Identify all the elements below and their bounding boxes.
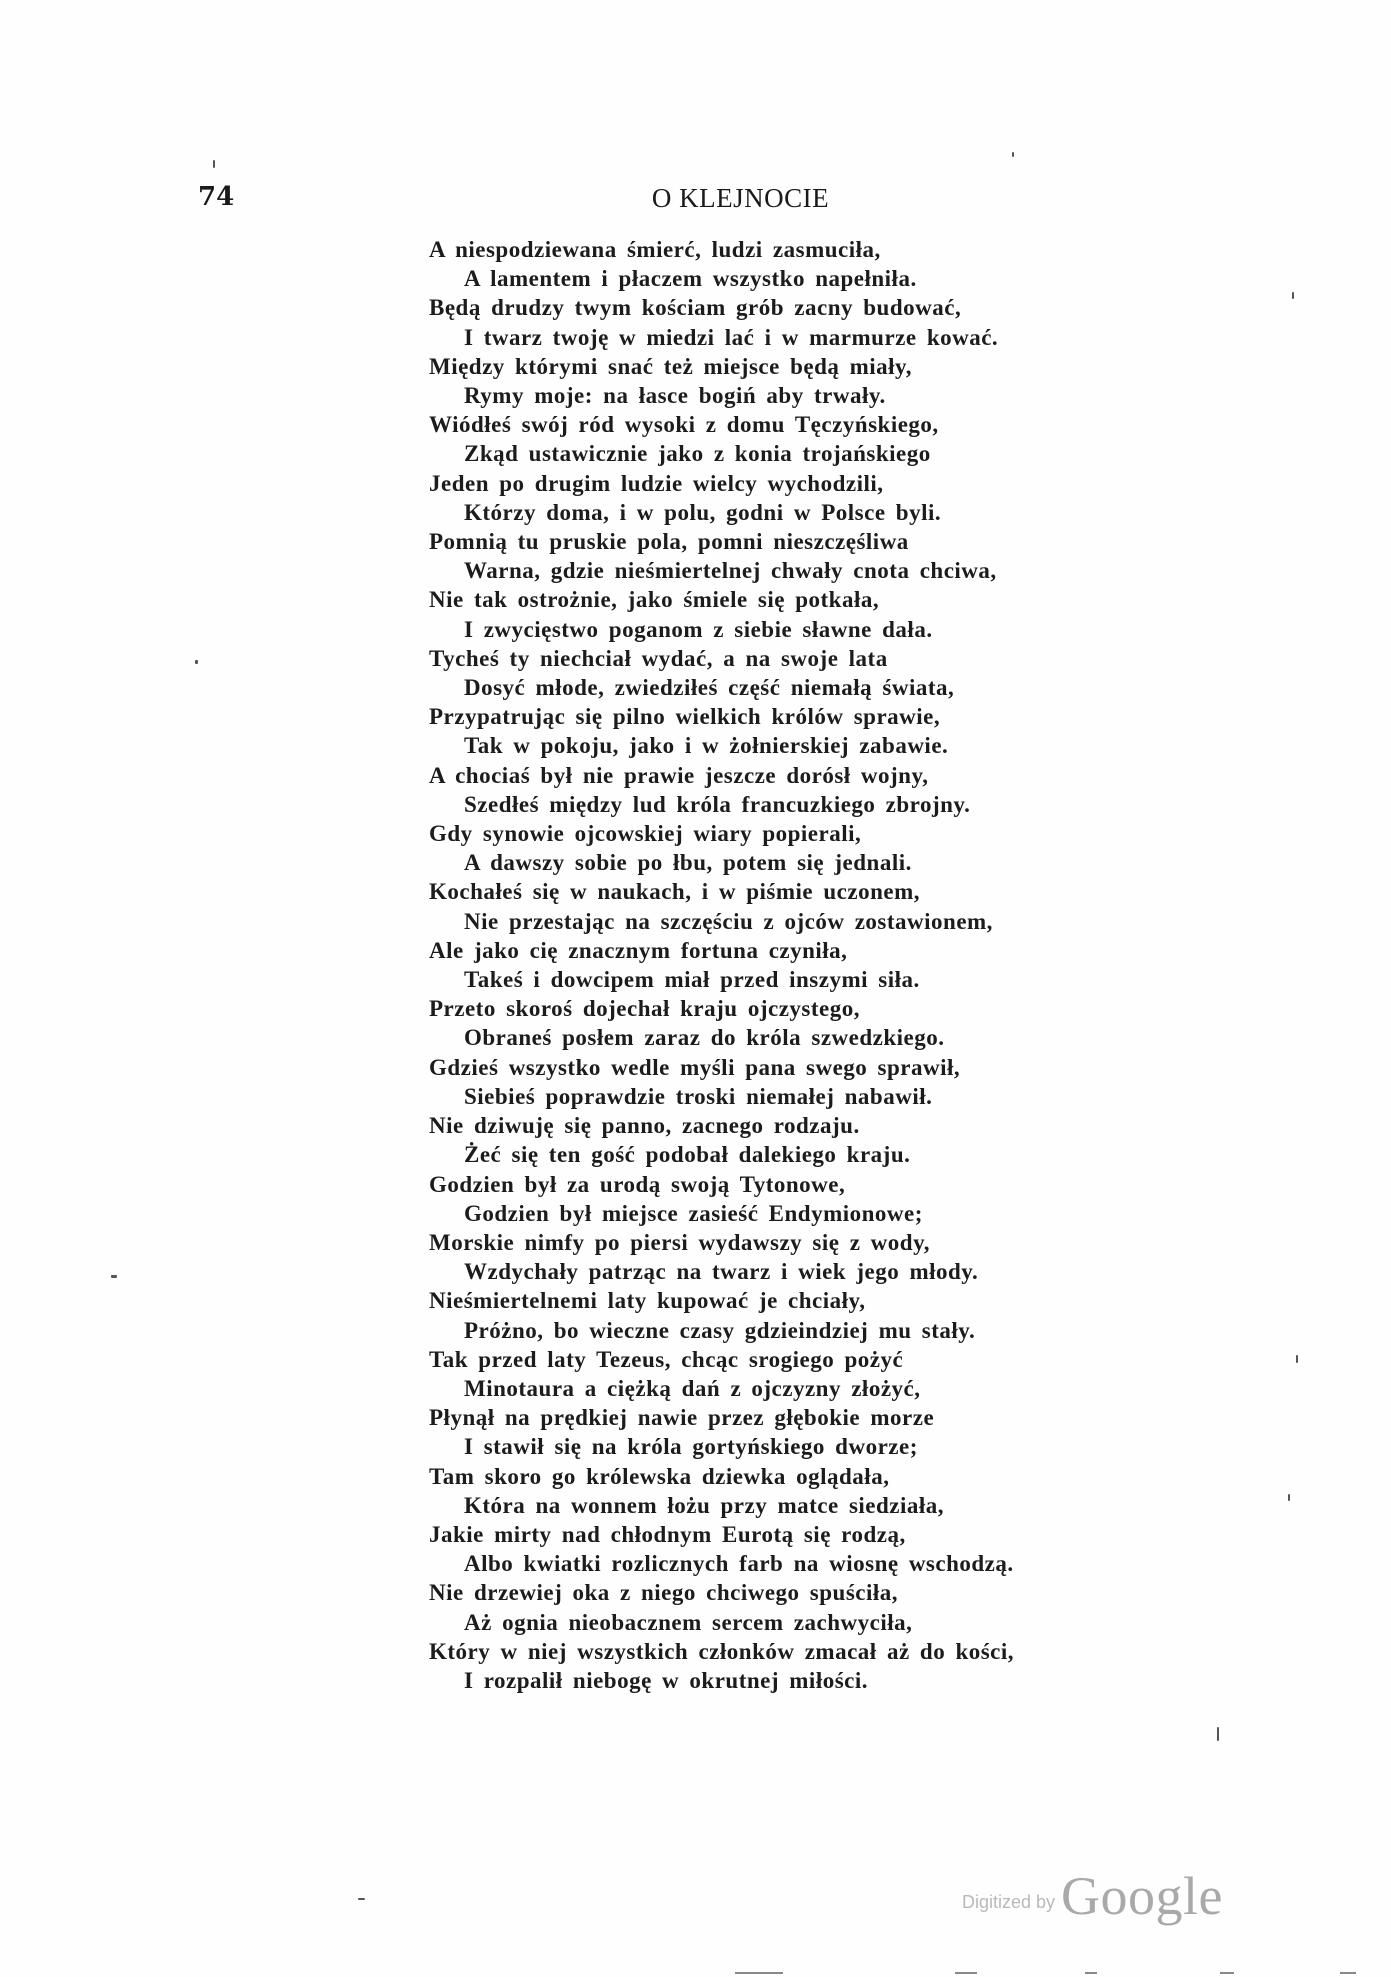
poem-line: Którzy doma, i w polu, godni w Polsce byli. [464, 499, 942, 525]
scan-speck [1217, 1727, 1219, 1741]
poem-line: Tycheś ty niechciał wydać, a na swoje lata [429, 645, 888, 671]
poem-line: Który w niej wszystkich członków zmacał aż do kości, [429, 1638, 1015, 1664]
poem-line: Żeć się ten gość podobał dalekiego kraju. [464, 1142, 911, 1168]
poem-line: Przeto skoroś dojechał kraju ojczystego, [429, 996, 860, 1022]
scan-speck [195, 660, 198, 664]
poem-line: Między którymi snać też miejsce będą miały, [429, 353, 913, 379]
poem-line: Minotaura a ciężką dań z ojczyzny złożyć, [464, 1375, 921, 1401]
scan-edge-mark [955, 1972, 977, 1974]
running-head [0, 183, 1391, 214]
poem-line: Takeś i dowcipem miał przed inszymi siła. [464, 967, 920, 993]
poem-line: Jeden po drugim ludzie wielcy wychodzili, [429, 470, 884, 496]
poem-line: Morskie nimfy po piersi wydawszy się z wody, [429, 1229, 931, 1255]
poem-line: Wzdychały patrząc na twarz i wiek jego młody. [464, 1259, 979, 1285]
poem-line: Nie drzewiej oka z niego chciwego spuściła, [429, 1580, 899, 1606]
digitized-watermark [962, 1865, 1223, 1927]
poem-line: I zwycięstwo poganom z siebie sławne dała. [464, 616, 933, 642]
poem-line: Pomnią tu pruskie pola, pomni nieszczęśliwa [429, 529, 909, 555]
poem-line: Aż ognia nieobacznem sercem zachwyciła, [464, 1609, 913, 1635]
poem-line: Nie przestając na szczęściu z ojców zostawionem, [464, 908, 993, 934]
poem-line: Tak w pokoju, jako i w żołnierskiej zabawie. [464, 733, 949, 759]
scan-speck [358, 1898, 365, 1900]
poem-line: Ale jako cię znacznym fortuna czyniła, [429, 937, 848, 963]
poem-line: Wiódłeś swój ród wysoki z domu Tęczyńskiego, [429, 412, 939, 438]
poem-line: Albo kwiatki rozlicznych farb na wiosnę wschodzą. [464, 1551, 1014, 1577]
watermark-prefix: Digitized by [962, 1892, 1056, 1912]
running-head-title: O KLEJNOCIE [651, 183, 830, 213]
poem-line: Warna, gdzie nieśmiertelnej chwały cnota chciwa, [464, 558, 997, 584]
scan-edge-mark [1340, 1972, 1356, 1974]
poem-text [429, 235, 1129, 1695]
poem-line: Rymy moje: na łasce bogiń aby trwały. [464, 383, 886, 409]
poem-line: Godzien był miejsce zasieść Endymionowe; [464, 1200, 923, 1226]
poem-line: A chociaś był nie prawie jeszcze dorósł wojny, [429, 762, 929, 788]
poem-line: Zkąd ustawicznie jako z konia trojańskiego [464, 441, 931, 467]
scan-edge-mark [1220, 1972, 1234, 1974]
poem-line: Będą drudzy twym kościam grób zacny budować, [429, 295, 962, 321]
poem-line: Szedłeś między lud króla francuzkiego zbrojny. [464, 791, 971, 817]
poem-line: I stawił się na króla gortyńskiego dworze; [464, 1434, 918, 1460]
poem-line: Kochałeś się w naukach, i w piśmie uczonem, [429, 879, 920, 905]
scan-speck [111, 1275, 117, 1278]
poem-line: Obraneś posłem zaraz do króla szwedzkiego. [464, 1025, 945, 1051]
poem-line: Siebieś poprawdzie troski niemałej nabawił. [464, 1083, 933, 1109]
poem-line: A lamentem i płaczem wszystko napełniła. [464, 266, 917, 292]
poem-line: Tam skoro go królewska dziewka oglądała, [429, 1463, 890, 1489]
poem-line: Nieśmiertelnemi laty kupować je chciały, [429, 1288, 866, 1314]
poem-line: Nie dziwuję się panno, zacnego rodzaju. [429, 1113, 860, 1139]
poem-line: A niespodziewana śmierć, ludzi zasmuciła, [429, 237, 881, 262]
scan-speck [1288, 1494, 1290, 1501]
scan-speck [1296, 1355, 1298, 1363]
poem-line: Przypatrując się pilno wielkich królów sprawie, [429, 704, 941, 730]
scan-edge-mark [735, 1972, 783, 1974]
poem-line: Gdzieś wszystko wedle myśli pana swego sprawił, [429, 1054, 961, 1080]
scan-speck [1292, 292, 1294, 299]
page-number: 74 [198, 182, 235, 212]
poem-line: Jakie mirty nad chłodnym Eurotą się rodzą, [429, 1521, 906, 1547]
scan-edge-mark [1085, 1972, 1097, 1974]
poem-line: Która na wonnem łożu przy matce siedziała, [464, 1492, 945, 1518]
poem-line: I twarz twoję w miedzi lać i w marmurze kować. [464, 324, 999, 350]
poem-line: Dosyć młode, zwiedziłeś część niemałą świata, [464, 675, 955, 701]
poem-line: I rozpalił niebogę w okrutnej miłości. [464, 1667, 869, 1693]
poem-line: A dawszy sobie po łbu, potem się jednali. [464, 850, 912, 876]
poem-line: Nie tak ostrożnie, jako śmiele się potkała, [429, 587, 880, 613]
poem-line: Godzien był za urodą swoją Tytonowe, [429, 1171, 846, 1197]
poem-line: Płynął na prędkiej nawie przez głębokie morze [429, 1405, 935, 1431]
poem-line: Próżno, bo wieczne czasy gdzieindziej mu stały. [464, 1317, 976, 1343]
scan-speck [213, 160, 215, 168]
google-logo: Google [1061, 1866, 1224, 1926]
poem-line: Gdy synowie ojcowskiej wiary popierali, [429, 821, 862, 847]
scan-speck [1012, 152, 1014, 157]
poem-line: Tak przed laty Tezeus, chcąc srogiego pożyć [429, 1346, 904, 1372]
